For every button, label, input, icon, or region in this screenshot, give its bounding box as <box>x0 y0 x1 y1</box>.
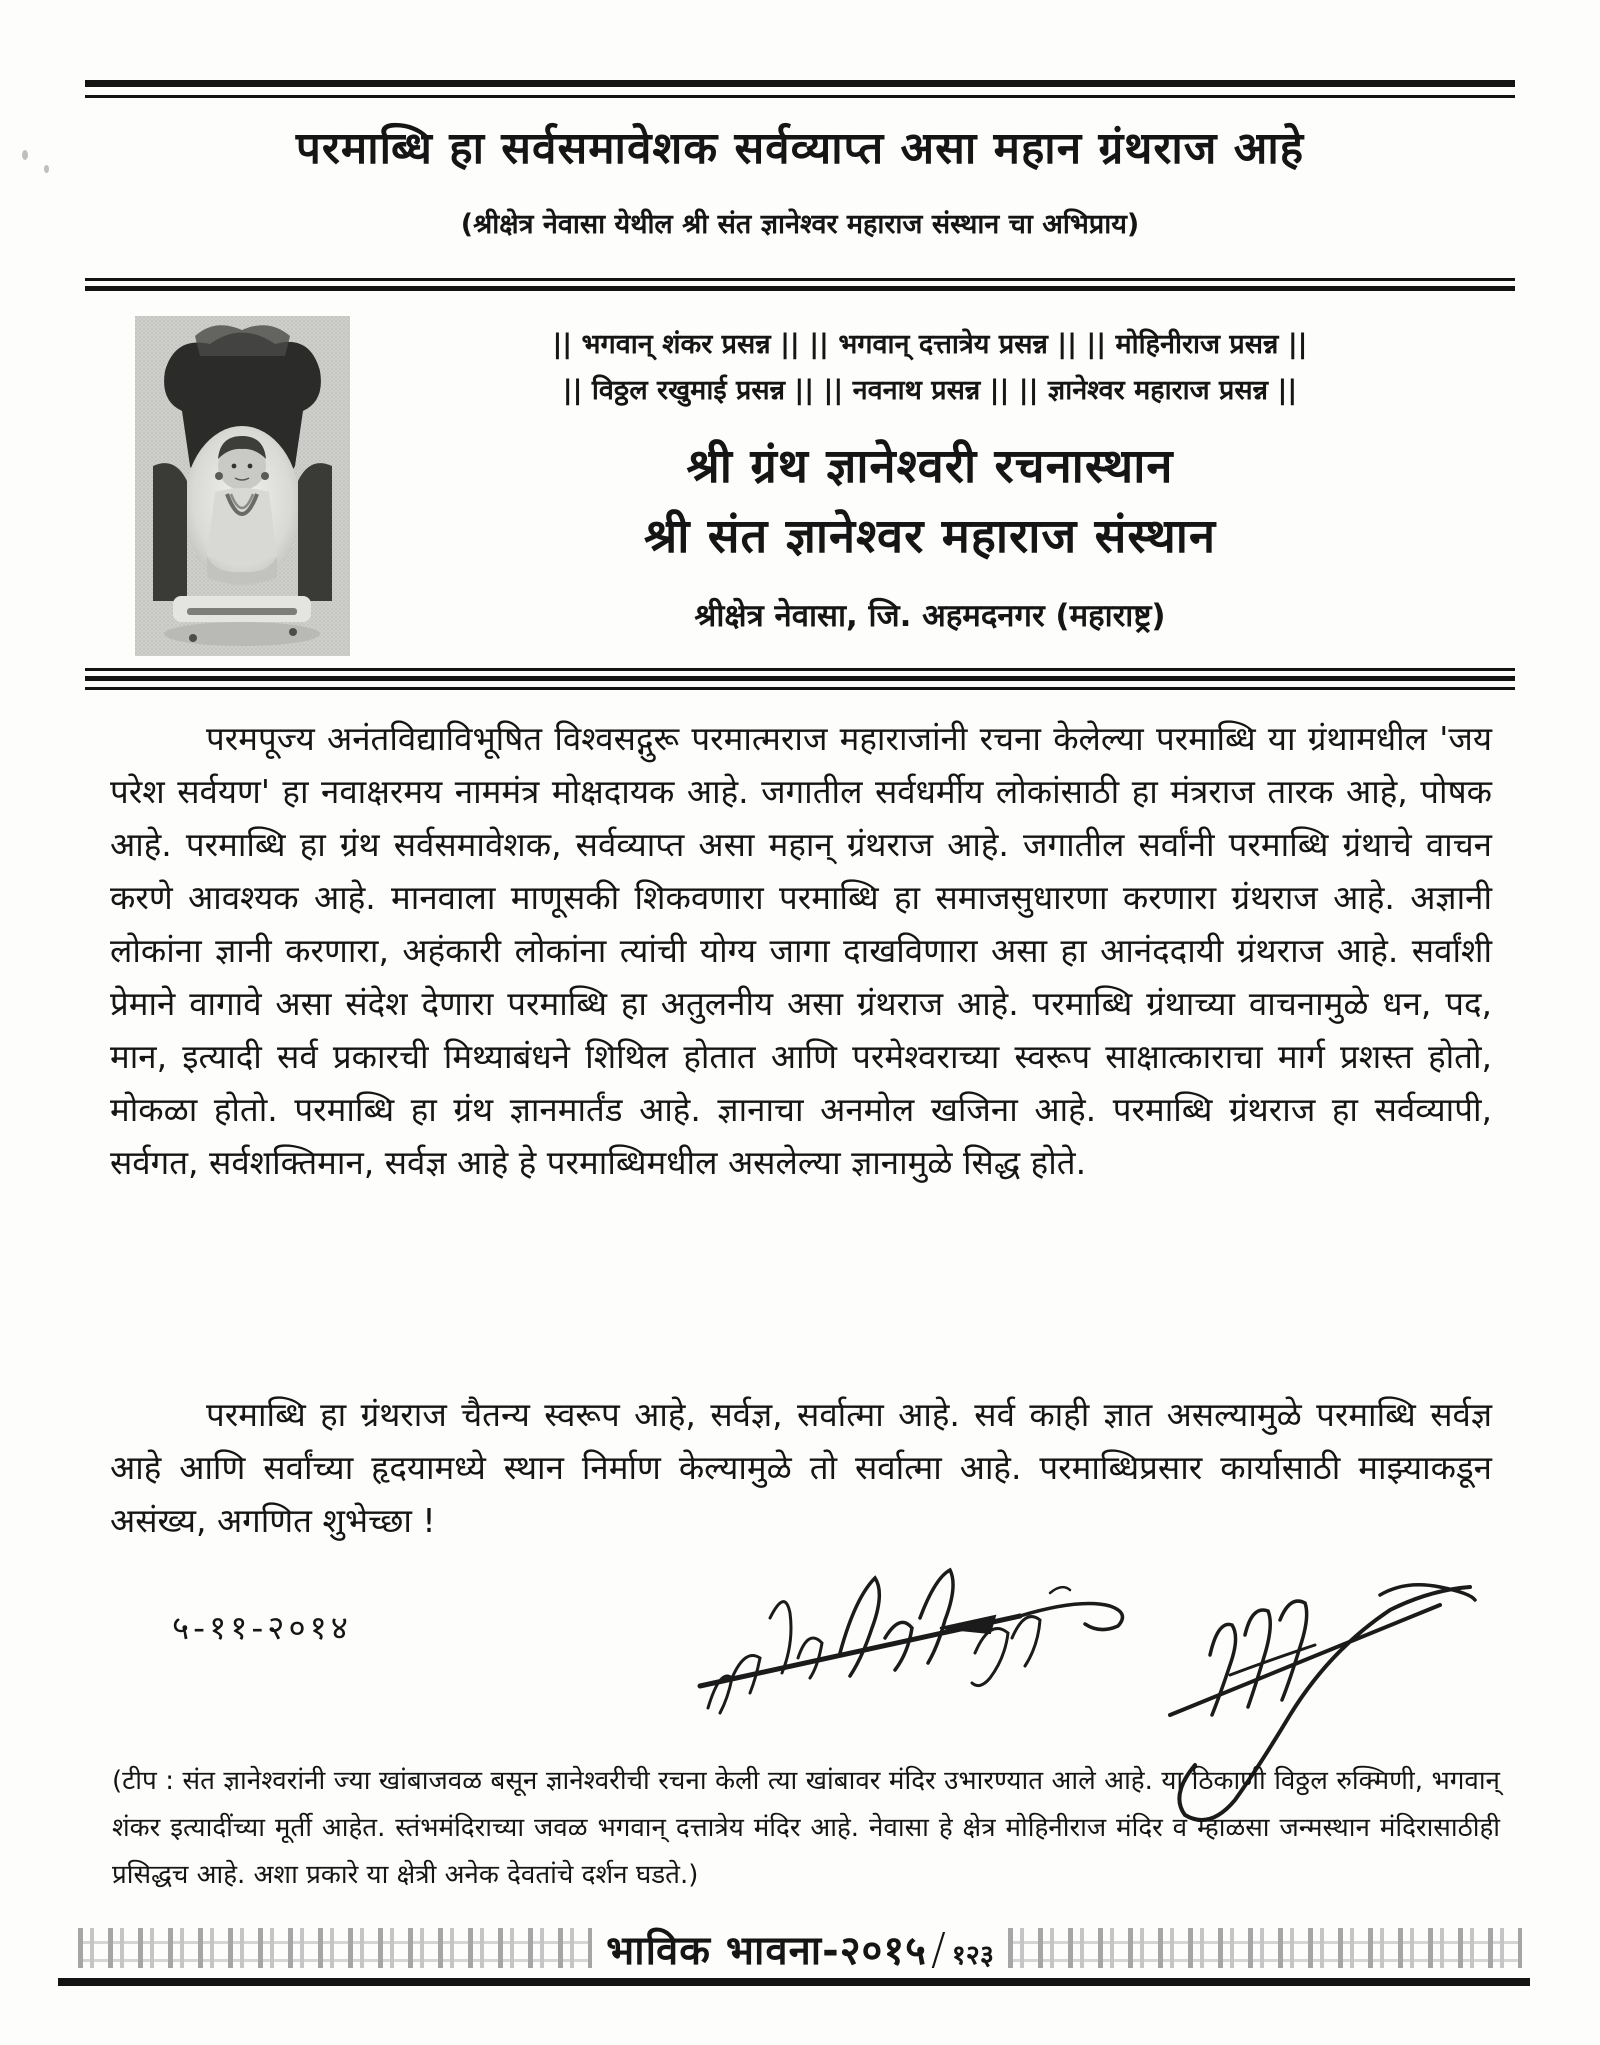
body-paragraph-1: परमपूज्य अनंतविद्याविभूषित विश्वसद्गुरू परमात्मराज महाराजांनी रचना केलेल्या परमाब्धि या ग्रंथामधील 'जय परेश सर्वयण' हा नवाक्षरमय नाममंत्र मोक्षदायक आहे. जगातील सर्वधर्मीय लोकांसाठी हा मंत्रराज तारक आहे, पोषक आहे. परमाब्धि हा ग्रंथ सर्वसमावेशक, सर्वव्याप्त असा महान् ग्रंथराज आहे. जगातील सर्वांनी परमाब्धि ग्रंथाचे वाचन करणे आवश्यक आहे. मानवाला माणूसकी शिकवणारा परमाब्धि हा समाजसुधारणा करणारा ग्रंथराज आहे. अज्ञानी लोकांना ज्ञानी करणारा, अहंकारी लोकांना त्यांची योग्य जागा दाखविणारा असा हा आनंददायी ग्रंथराज आहे. सर्वांशी प्रेमाने वागावे असा संदेश देणारा परमाब्धि हा अतुलनीय असा ग्रंथराज आहे. परमाब्धि ग्रंथाच्या वाचनामुळे धन, पद, मान, इत्यादी सर्व प्रकारची मिथ्याबंधने शिथिल होतात आणि परमेश्वराच्या स्वरूप साक्षात्काराचा मार्ग प्रशस्त होतो, मोकळा होतो. परमाब्धि हा ग्रंथ ज्ञानमार्तंड आहे. ज्ञानाचा अनमोल खजिना आहे. परमाब्धि ग्रंथराज हा सर्वव्यापी, सर्वगत, सर्वशक्तिमान, सर्वज्ञ आहे हे परमाब्धिमधील असलेल्या ज्ञानामुळे सिद्ध होते. <box>110 719 1492 1182</box>
scan-speckle <box>22 150 28 160</box>
header-rule-thick <box>85 286 1515 291</box>
masthead-title-line-1: श्री ग्रंथ ज्ञानेश्वरी रचनास्थान <box>686 439 1174 494</box>
scan-speckle <box>44 165 49 173</box>
footer-journal-title: भाविक भावना-२०१५ <box>606 1927 927 1974</box>
date: ५-११-२०१४ <box>172 1608 352 1647</box>
masthead <box>370 322 1490 636</box>
deity-photo <box>135 316 350 656</box>
footer-rule <box>58 1978 1530 1986</box>
signature-left <box>690 1558 1140 1738</box>
ornament-band-right-icon <box>1008 1928 1522 1968</box>
body-paragraph-2: परमाब्धि हा ग्रंथराज चैतन्य स्वरूप आहे, सर्वज्ञ, सर्वात्मा आहे. सर्व काही ज्ञात असल्यामुळे परमाब्धि सर्वज्ञ आहे आणि सर्वांच्या हृदयामध्ये स्थान निर्माण केल्यामुळे तो सर्वात्मा आहे. परमाब्धिप्रसार कार्यासाठी माझ्याकडून असंख्य, अगणित शुभेच्छा ! <box>110 1395 1492 1540</box>
masthead-rule-thick <box>85 676 1515 681</box>
footer <box>78 1922 1522 1974</box>
masthead-title-line-2: श्री संत ज्ञानेश्वर महाराज संस्थान <box>643 509 1217 564</box>
blessing-line-2: || विठ्ठल रखुमाई प्रसन्न || || नवनाथ प्रसन्न || || ज्ञानेश्वर महाराज प्रसन्न || <box>562 375 1298 406</box>
footer-text <box>606 1921 994 1976</box>
page-subtitle: (श्रीक्षेत्र नेवासा येथील श्री संत ज्ञानेश्वर महाराज संस्थान चा अभिप्राय) <box>460 209 1140 240</box>
deity-photo-graphic <box>135 316 350 656</box>
footer-page-number: १२३ <box>951 1939 994 1971</box>
masthead-rule-thin-bottom <box>85 687 1515 690</box>
header-rule-thin <box>85 278 1515 281</box>
top-rule-thin <box>85 95 1515 98</box>
page-title: परमाब्धि हा सर्वसमावेशक सर्वव्याप्त असा महान ग्रंथराज आहे <box>295 123 1305 174</box>
blessing-line-1: || भगवान् शंकर प्रसन्न || || भगवान् दत्तात्रेय प्रसन्न || || मोहिनीराज प्रसन्न || <box>552 329 1308 360</box>
top-rule-thick <box>85 80 1515 87</box>
footer-slash: / <box>930 1923 946 1975</box>
masthead-rule-thin-top <box>85 668 1515 671</box>
footnote: (टीप : संत ज्ञानेश्वरांनी ज्या खांबाजवळ बसून ज्ञानेश्वरीची रचना केली त्या खांबावर मंदिर उभारण्यात आले आहे. या ठिकाणी विठ्ठल रुक्मिणी, भगवान् शंकर इत्यादींच्या मूर्ती आहेत. स्तंभमंदिराच्या जवळ भगवान् दत्तात्रेय मंदिर आहे. नेवासा हे क्षेत्र मोहिनीराज मंदिर व म्हाळसा जन्मस्थान मंदिरासाठीही प्रसिद्धच आहे. अशा प्रकारे या क्षेत्री अनेक देवतांचे दर्शन घडते.) <box>112 1766 1500 1890</box>
masthead-location: श्रीक्षेत्र नेवासा, जि. अहमदनगर (महाराष्ट्र) <box>694 598 1166 634</box>
ornament-band-left-icon <box>78 1928 592 1968</box>
